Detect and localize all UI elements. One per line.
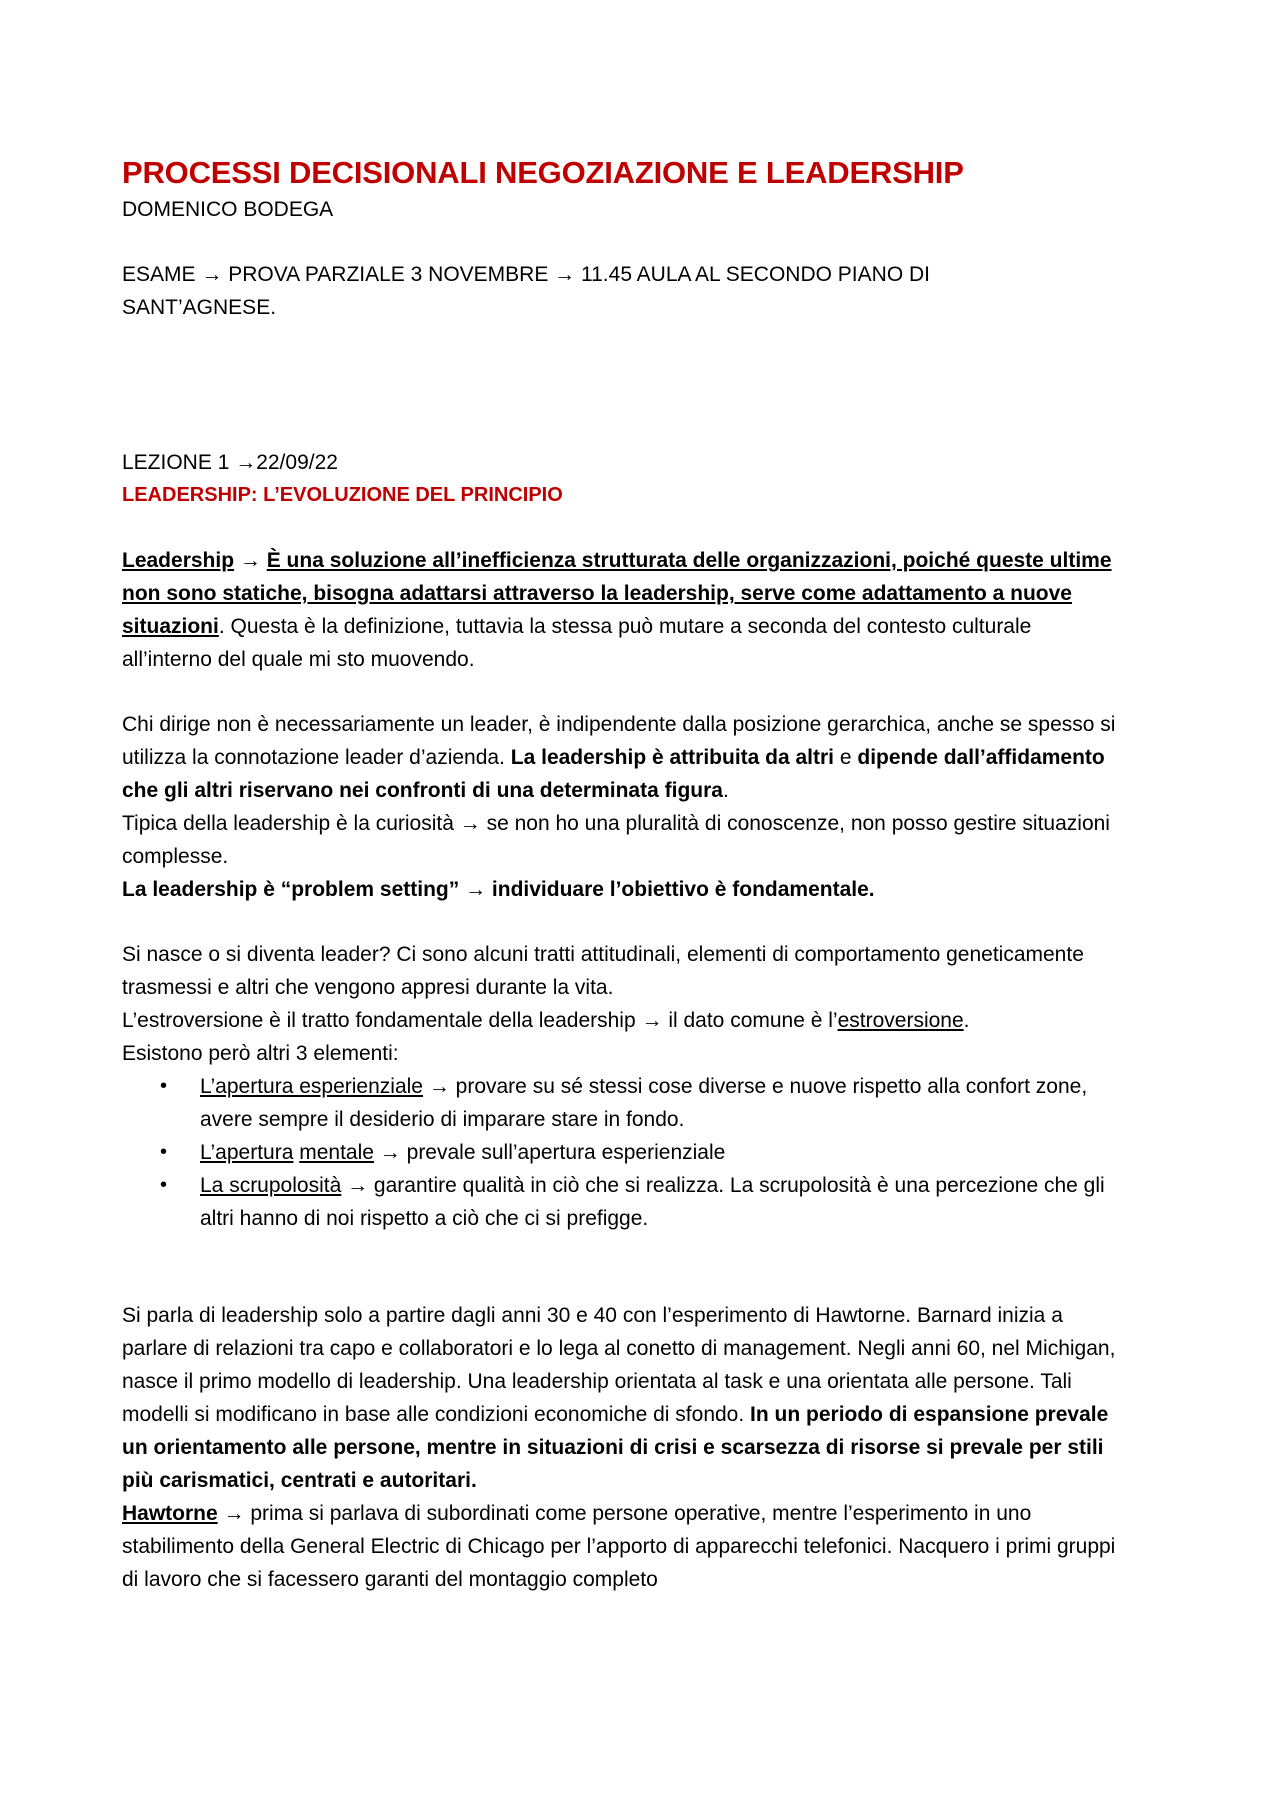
page-title: PROCESSI DECISIONALI NEGOZIAZIONE E LEADERSHIP [122,155,964,190]
text: . [722,779,729,802]
arrow: → [234,549,267,572]
definition-bold: È una soluzione all’inefficienza strutturata delle organizzazioni, poiché queste ultime non sono statiche, bisogna adattarsi attraverso la leadership, serve come adattamento a nuove situazioni [122,549,1112,638]
text: . [963,1009,970,1032]
text: Chi dirige non è necessariamente un leader, è indipendente dalla posizione gerarchica, anche se spesso si utilizza la connotazione leader d’azienda. [122,713,1116,769]
list-term: L’apertura esperienziale [200,1075,423,1098]
paragraph-leader [122,708,1122,807]
underlined-text: estroversione [837,1009,964,1032]
spacer [122,512,1122,544]
definition-rest: . Questa è la definizione, tuttavia la stessa può mutare a seconda del contesto culturale all’interno del quale mi sto muovendo. [122,615,1032,671]
paragraph-extroversion [122,1004,1122,1037]
text: Si parla di leadership solo a partire dagli anni 30 e 40 con l’esperimento di Hawtorne. Barnard inizia a parlare di relazioni tra capo e collaboratori e lo lega al conetto di management. Negli anni 60, nel Michigan, nasce il primo modello di leadership. Una leadership orientata al task e una orientata alle persone. Tali modelli si modificano in base alle condizioni economiche di sfondo. [122,1304,1116,1426]
author-name: DOMENICO BODEGA [122,198,334,221]
list-term: mentale [299,1141,374,1164]
spacer [122,906,1122,938]
list-text: → garantire qualità in ciò che si realizza. La scrupolosità è una percezione che gli altri hanno di noi rispetto a ciò che ci si prefigge. [200,1174,1105,1230]
exam-info-line-1: ESAME → PROVA PARZIALE 3 NOVEMBRE → 11.45 AULA AL SECONDO PIANO DI [122,263,930,286]
arrow: → [217,1502,251,1525]
lesson-subtitle: LEADERSHIP: L’EVOLUZIONE DEL PRINCIPIO [122,484,563,506]
paragraph-problem-setting: La leadership è “problem setting” → individuare l’obiettivo è fondamentale. [122,878,875,901]
spacer [122,676,1122,708]
list-term: La scrupolosità [200,1174,342,1197]
list-item [200,1070,1122,1136]
paragraph-curiosity: Tipica della leadership è la curiosità → se non ho una pluralità di conoscenze, non posso gestire situazioni complesse. [122,812,1110,868]
spacer [122,324,1122,446]
bold-text: dipende dall’affidamento che gli altri riservano nei confronti di una determinata figura [122,746,1105,802]
paragraph-history [122,1299,1122,1497]
paragraph-hawtorne [122,1497,1122,1596]
lesson-label: LEZIONE 1 →22/09/22 [122,451,338,474]
spacer [122,226,1122,258]
list-item [200,1136,1122,1169]
list-term: L’apertura [200,1141,294,1164]
bold-text: In un periodo di espansione prevale un orientamento alle persone, mentre in situazioni di crisi e scarsezza di risorse si prevale per stili più carismatici, centrati e autoritari. [122,1403,1109,1492]
exam-info-line-2: SANT’AGNESE. [122,296,277,319]
text: e [834,746,858,769]
term-leadership: Leadership [122,549,235,572]
paragraph-elements-intro: Esistono però altri 3 elementi: [122,1042,399,1065]
text: L’estroversione è il tratto fondamentale della leadership → il dato comune è l’ [122,1009,838,1032]
elements-list [122,1070,1122,1235]
text: prima si parlava di subordinati come persone operative, mentre l’esperimento in uno stabilimento della General Electric di Chicago per l’apporto di apparecchi telefonici. Nacquero i primi gruppi di lavoro che si facessero garanti del montaggio completo [122,1502,1116,1591]
term-hawtorne: Hawtorne [122,1502,218,1525]
paragraph-born-leader: Si nasce o si diventa leader? Ci sono alcuni tratti attitudinali, elementi di comportamento geneticamente trasmessi e altri che vengono appresi durante la vita. [122,943,1084,999]
paragraph-definition [122,544,1122,676]
list-item [200,1169,1122,1235]
document-content [122,153,1122,1596]
list-text: → provare su sé stessi cose diverse e nuove rispetto alla confort zone, avere sempre il desiderio di imparare stare in fondo. [200,1075,1088,1131]
bold-text: La leadership è attribuita da altri [510,746,835,769]
list-text: → prevale sull’apertura esperienziale [373,1141,726,1164]
spacer [122,1235,1122,1299]
